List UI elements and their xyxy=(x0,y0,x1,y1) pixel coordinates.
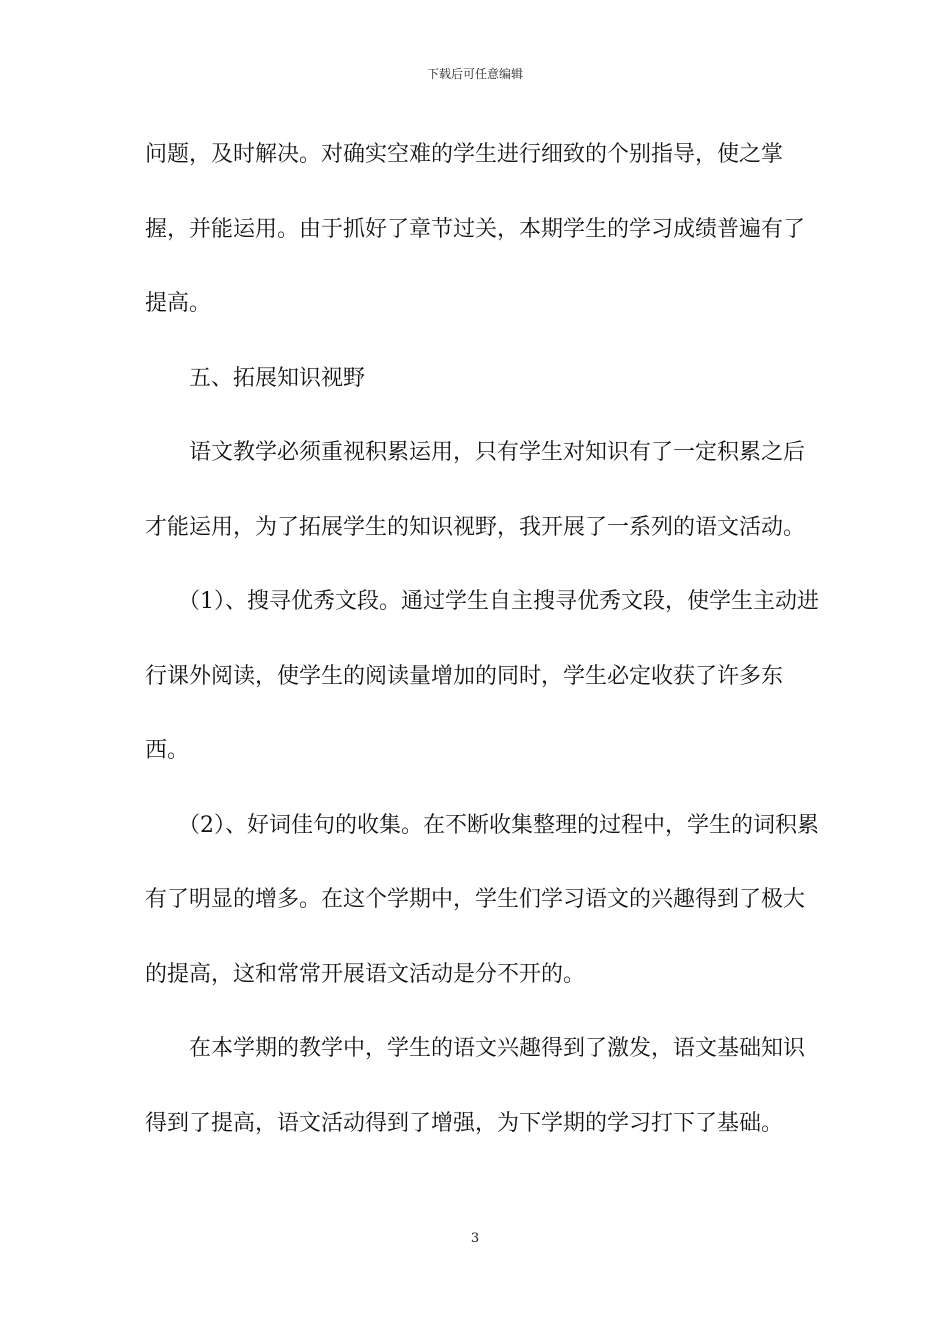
section-heading: 五、拓展知识视野 xyxy=(145,365,366,391)
paragraph-item-1: （1）、搜寻优秀文段。通过学生自主搜寻优秀文段，使学生主动进行课外阅读，使学生的阅读量增加的同时，学生必定收获了许多东西。 xyxy=(145,589,819,763)
paragraph-item-2: （2）、好词佳句的收集。在不断收集整理的过程中，学生的词积累有了明显的增多。在这个学期中，学生们学习语文的兴趣得到了极大的提高，这和常常开展语文活动是分不开的。 xyxy=(145,812,819,987)
paragraph-summary: 在本学期的教学中，学生的语文兴趣得到了激发，语文基础知识得到了提高，语文活动得到了增强，为下学期的学习打下了基础。 xyxy=(145,1036,806,1136)
page-header: 下载后可任意编辑 xyxy=(426,67,523,81)
document-body xyxy=(145,118,825,1161)
paragraph-accumulation: 语文教学必须重视积累运用，只有学生对知识有了一定积累之后才能运用，为了拓展学生的知识视野，我开展了一系列的语文活动。 xyxy=(145,440,806,540)
paragraph-continuation: 问题，及时解决。对确实空难的学生进行细致的个别指导，使之掌握，并能运用。由于抓好了章节过关，本期学生的学习成绩普遍有了提高。 xyxy=(145,142,806,316)
page-number: 3 xyxy=(470,1231,480,1246)
